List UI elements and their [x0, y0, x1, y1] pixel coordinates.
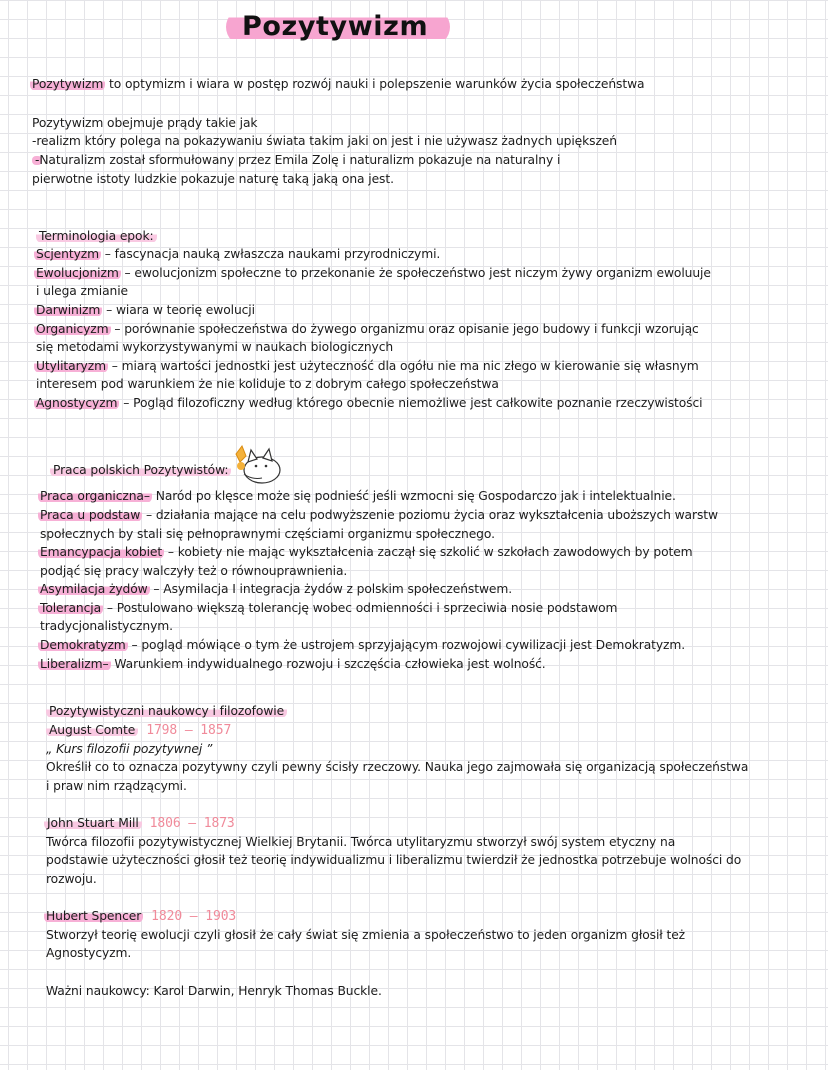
work-text: – kobiety nie mając wykształcenia zaczął się szkolić w szkołach zawodowych by potem	[164, 545, 693, 559]
scientists-heading-text: Pozytywistyczni naukowcy i filozofowie	[46, 704, 287, 718]
important-scientists: Ważni naukowcy: Karol Darwin, Henryk Thomas Buckle.	[46, 984, 382, 998]
term-text: interesem pod warunkiem że nie koliduje to z dobrym całego społeczeństwa	[36, 377, 499, 391]
work-row	[40, 599, 617, 617]
terminology-heading-text: Terminologia epok:	[36, 229, 157, 243]
work-row	[40, 525, 495, 543]
work-text: Warunkiem indywidualnego rozwoju i szczęścia człowieka jest wolność.	[110, 657, 546, 671]
work-row	[40, 617, 173, 635]
scientist-spencer-name-row	[46, 907, 236, 926]
currents-heading: Pozytywizm obejmuje prądy takie jak	[32, 116, 258, 130]
scientist-name: Hubert Spencer	[46, 909, 142, 923]
intro-term: Pozytywizm	[32, 77, 104, 91]
work-text: Naród po klęsce może się podnieść jeśli wzmocni się Gospodarczo jak i intelektualnie.	[151, 489, 676, 503]
scientist-dates: 1820 – 1903	[151, 909, 237, 924]
scientist-dates: 1798 – 1857	[146, 723, 232, 738]
term-row	[36, 357, 699, 375]
term-row	[36, 301, 255, 319]
term-row	[36, 282, 128, 300]
work-row	[40, 580, 512, 598]
scientist-name: August Comte	[46, 723, 138, 737]
term-row	[36, 320, 699, 338]
work-row	[40, 655, 546, 673]
term-text: – fascynacja nauką zwłaszcza naukami przyrodniczymi.	[100, 247, 441, 261]
work-text: – Asymilacja I integracja żydów z polskim społeczeństwem.	[149, 582, 513, 596]
term-label: Ewolucjonizm	[36, 266, 119, 280]
term-text: i ulega zmianie	[36, 284, 129, 298]
currents-line-2	[32, 151, 560, 169]
work-heading-text: Praca polskich Pozytywistów:	[50, 463, 231, 477]
term-text: – wiara w teorię ewolucji	[102, 303, 255, 317]
term-text: – Pogląd filozoficzny według którego obecnie niemożliwe jest całkowite poznanie rzeczywistości	[119, 396, 703, 410]
comte-desc-line: Określił co to oznacza pozytywny czyli pewny ścisły rzeczowy. Nauka jego zajmowała się organizacją społeczeństwa	[46, 760, 749, 774]
currents-line-1: -realizm który polega na pokazywaniu świata takim jaki on jest i nie używasz żadnych upiększeń	[32, 134, 617, 148]
term-row	[36, 394, 702, 412]
term-text: – ewolucjonizm społeczne to przekonanie że społeczeństwo jest niczym żywy organizm ewoluuje	[120, 266, 711, 280]
scientist-name: John Stuart Mill	[44, 816, 142, 830]
scientist-comte-name-row	[46, 721, 231, 740]
intro-line	[32, 75, 644, 93]
work-text: społecznych by stali się pełnoprawnymi częściami organizmu społecznego.	[40, 527, 495, 541]
comte-desc-line: i praw nim rządzącymi.	[46, 779, 187, 793]
work-row	[40, 487, 676, 505]
work-text: – pogląd mówiące o tym że ustrojem sprzyjającym rozwojowi cywilizacji jest Demokratyzm.	[127, 638, 686, 652]
work-row	[40, 562, 347, 580]
comte-work-title: „ Kurs filozofii pozytywnej ”	[46, 742, 213, 756]
work-label: Asymilacja żydów	[40, 582, 148, 596]
mill-desc-line: podstawie użyteczności głosił też teorię indywidualizmu i liberalizmu twierdził że jednostka potrzebuje wolności do	[46, 853, 742, 867]
work-label: Liberalizm–	[40, 657, 109, 671]
page-title: Pozytywizm	[226, 8, 450, 46]
term-label: Agnostycyzm	[36, 396, 118, 410]
work-row	[40, 636, 685, 654]
work-label: Praca u podstaw	[40, 508, 141, 522]
term-row	[36, 375, 499, 393]
scientists-heading	[46, 702, 287, 720]
spencer-desc-line: Agnostycyzm.	[46, 946, 132, 960]
work-label: Tolerancja	[40, 601, 102, 615]
terminology-heading	[36, 227, 157, 245]
intro-text: to optymizm i wiara w postęp rozwój nauki i polepszenie warunków życia społeczeństwa	[105, 77, 645, 91]
currents-line-2-text: -Naturalizm został sformułowany przez Emila Zolę i naturalizm pokazuje na naturalny i	[35, 153, 561, 167]
term-label: Scjentyzm	[36, 247, 99, 261]
term-row	[36, 245, 440, 263]
work-label: Praca organiczna–	[40, 489, 150, 503]
work-text: tradycjonalistycznym.	[40, 619, 173, 633]
work-row	[40, 543, 693, 561]
term-label: Utylitaryzm	[36, 359, 106, 373]
term-label: Darwinizm	[36, 303, 101, 317]
work-label: Emancypacja kobiet	[40, 545, 163, 559]
mill-desc-line: rozwoju.	[46, 872, 97, 886]
term-label: Organicyzm	[36, 322, 109, 336]
work-text: – działania mające na celu podwyższenie poziomu życia oraz wykształcenia uboższych warstw	[142, 508, 718, 522]
work-text: podjąć się pracy walczyły też o równouprawnienia.	[40, 564, 348, 578]
work-row	[40, 506, 718, 524]
term-text: się metodami wykorzystywanymi w naukach biologicznych	[36, 340, 394, 354]
spencer-desc-line: Stworzył teorię ewolucji czyli głosił że cały świat się zmienia a społeczeństwo to jeden organizm głosił też	[46, 928, 686, 942]
work-text: – Postulowano większą tolerancję wobec odmienności i sprzeciwia nosie podstawom	[103, 601, 618, 615]
cat-sticker-icon	[232, 440, 284, 488]
work-heading	[50, 461, 231, 479]
term-text: – miarą wartości jednostki jest użyteczność dla ogółu nie ma nic złego w kierowanie się własnym	[107, 359, 699, 373]
mill-desc-line: Twórca filozofii pozytywistycznej Wielkiej Brytanii. Twórca utylitaryzmu stworzył swój system etyczny na	[46, 835, 676, 849]
term-text: – porównanie społeczeństwa do żywego organizmu oraz opisanie jego budowy i funkcji wzorując	[110, 322, 699, 336]
scientist-dates: 1806 – 1873	[149, 816, 235, 831]
term-row	[36, 338, 393, 356]
scientist-mill-name-row	[44, 814, 235, 833]
term-row	[36, 264, 711, 282]
work-label: Demokratyzm	[40, 638, 126, 652]
currents-line-3: pierwotne istoty ludzkie pokazuje naturę taką jaką ona jest.	[32, 172, 394, 186]
